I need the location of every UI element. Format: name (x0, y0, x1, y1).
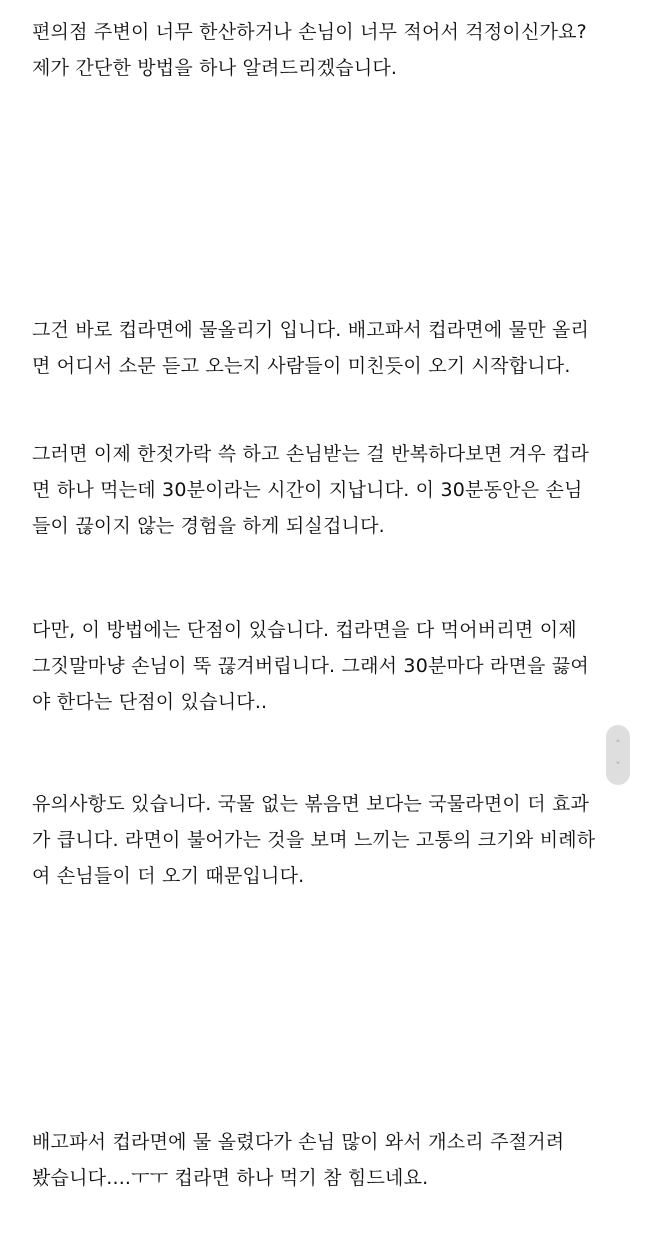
paragraph-intro (32, 14, 622, 86)
text-line: 그짓말마냥 손님이 뚝 끊겨버립니다. 그래서 30분마다 라면을 끓여 (32, 655, 589, 677)
text-line: 면 어디서 소문 듣고 오는지 사람들이 미친듯이 오기 시작합니다. (32, 355, 571, 377)
text-line: 여 손님들이 더 오기 때문입니다. (32, 865, 305, 887)
chevron-up-icon[interactable]: ˄ (615, 738, 621, 751)
text-line: 유의사항도 있습니다. 국물 없는 볶음면 보다는 국물라면이 더 효과 (32, 793, 590, 815)
chevron-down-icon[interactable]: ˅ (615, 760, 621, 773)
paragraph-drawback (32, 612, 622, 720)
text-line: 야 한다는 단점이 있습니다.. (32, 691, 268, 713)
paragraph-result (32, 436, 622, 544)
text-line: 봤습니다....ㅜㅜ 컵라면 하나 먹기 참 힘드네요. (32, 1167, 429, 1189)
paragraph-method (32, 312, 622, 384)
text-line: 가 큽니다. 라면이 불어가는 것을 보며 느끼는 고통의 크기와 비례하 (32, 829, 596, 851)
text-line: 배고파서 컵라면에 물 올렸다가 손님 많이 와서 개소리 주절거려 (32, 1131, 565, 1153)
text-line: 들이 끊이지 않는 경험을 하게 되실겁니다. (32, 515, 385, 537)
scroll-widget[interactable] (606, 725, 630, 785)
text-line: 제가 간단한 방법을 하나 알려드리겠습니다. (32, 57, 398, 79)
text-line: 면 하나 먹는데 30분이라는 시간이 지납니다. 이 30분동안은 손님 (32, 479, 583, 501)
paragraph-closing (32, 1124, 622, 1196)
text-line: 그건 바로 컵라면에 물올리기 입니다. 배고파서 컵라면에 물만 올리 (32, 319, 590, 341)
text-line: 다만, 이 방법에는 단점이 있습니다. 컵라면을 다 먹어버리면 이제 (32, 619, 577, 641)
text-line: 편의점 주변이 너무 한산하거나 손님이 너무 적어서 걱정이신가요? (32, 21, 587, 43)
paragraph-caution (32, 786, 622, 894)
text-line: 그러면 이제 한젓가락 쓱 하고 손님받는 걸 반복하다보면 겨우 컵라 (32, 443, 590, 465)
